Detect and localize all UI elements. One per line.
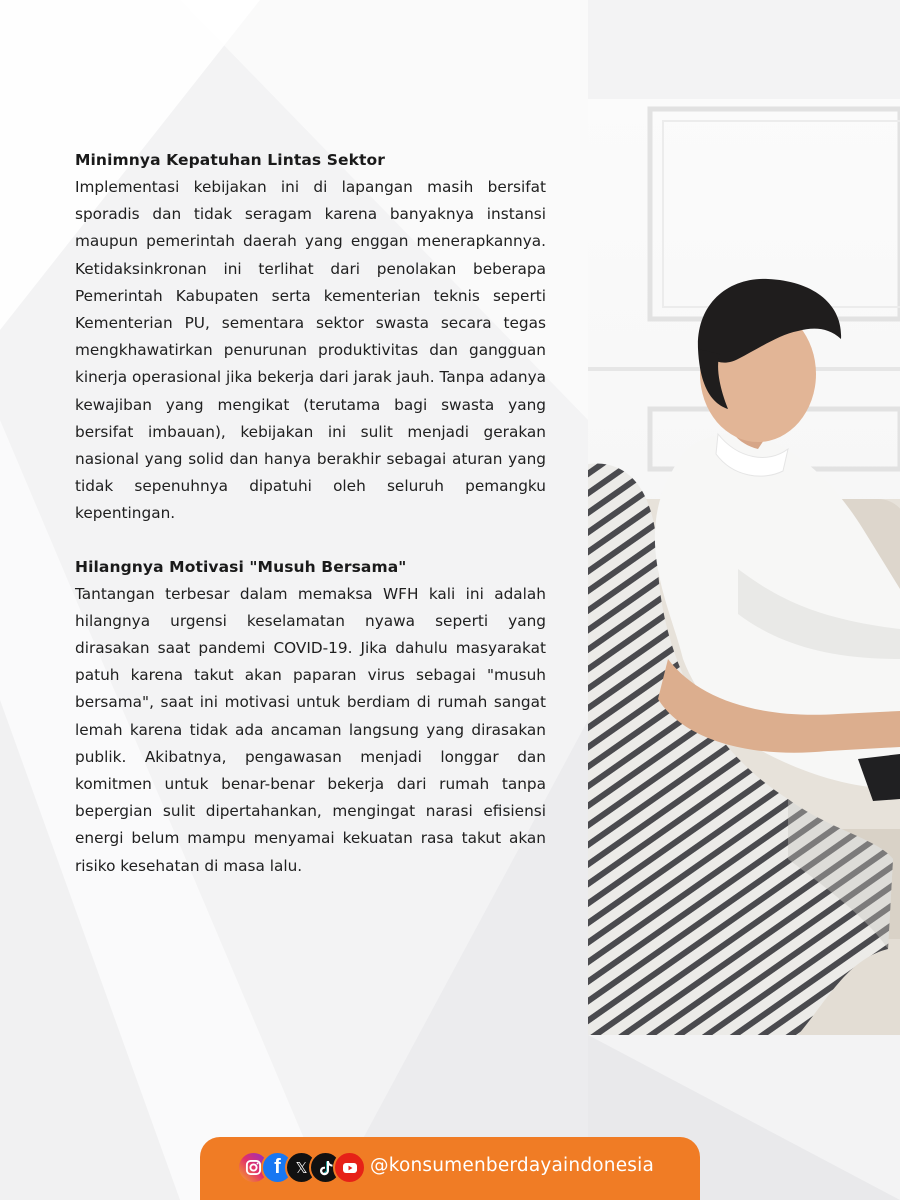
section-paragraph: Tantangan terbesar dalam memaksa WFH kali ini adalah hilangnya urgensi keselamatan nyawa seperti yang dirasakan saat pandemi COVID-19. Jika dahulu masyarakat patuh karena takut akan paparan virus sebagai "musuh bersama", saat ini motivasi untuk berdiam di rumah sangat lemah karena tidak ada ancaman langsung yang dirasakan publik. Akibatnya, pengawasan menjadi longgar dan komitmen untuk benar-benar bekerja dari rumah tanpa bepergian sulit dipertahankan, mengingat narasi efisiensi energi belum mampu menyamai kekuatan rasa takut akan risiko kesehatan di masa lalu. — [75, 584, 546, 875]
section-title: Hilangnya Motivasi "Musuh Bersama" — [75, 557, 407, 576]
social-icons — [237, 1151, 367, 1184]
article-text — [75, 146, 546, 880]
section-paragraph: Implementasi kebijakan ini di lapangan masih bersifat sporadis dan tidak seragam karena banyaknya instansi maupun pemerintah daerah yang enggan menerapkannya. Ketidaksinkronan ini terlihat dari penolakan beberapa Pemerintah Kabupaten serta kementerian teknis seperti Kementerian PU, sementara sektor swasta secara tegas mengkhawatirkan penurunan produktivitas dan gangguan kinerja operasional jika bekerja dari jarak jauh. Tanpa adanya kewajiban yang mengikat (terutama bagi swasta yang bersifat imbauan), kebijakan ini sulit menjadi gerakan nasional yang solid dan hanya berakhir sebagai aturan yang tidak sepenuhnya dipatuhi oleh seluruh pemangku kepentingan. — [75, 178, 546, 523]
man-with-laptop-photo — [588, 99, 900, 1035]
footer-bar — [200, 1137, 700, 1200]
section-title: Minimnya Kepatuhan Lintas Sektor — [75, 151, 386, 169]
facebook-icon[interactable]: f — [261, 1151, 294, 1184]
social-handle: @konsumenberdayaindonesia — [370, 1155, 655, 1176]
x-icon[interactable]: 𝕏 — [285, 1151, 318, 1184]
youtube-icon[interactable] — [333, 1151, 366, 1184]
